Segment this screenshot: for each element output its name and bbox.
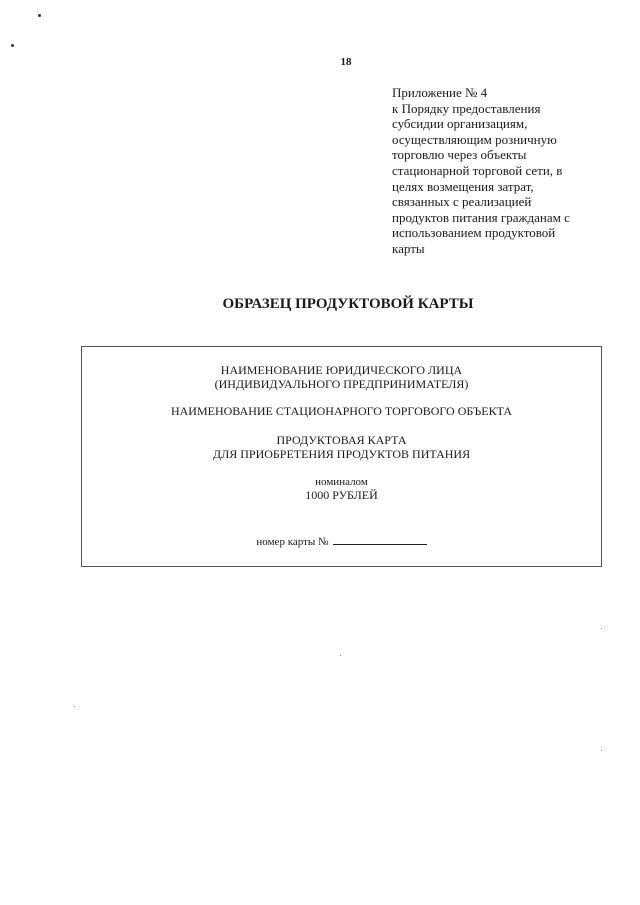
denomination-value: 1000 РУБЛЕЙ [305,488,378,502]
appendix-line: осуществляющим розничную [392,131,557,147]
appendix-line: стационарной торговой сети, в [392,162,563,178]
product-card-sample [81,346,602,567]
card-purpose: ДЛЯ ПРИОБРЕТЕНИЯ ПРОДУКТОВ ПИТАНИЯ [212,447,471,461]
appendix-line: Приложение № 4 [392,85,488,100]
page-number: 18 [340,56,352,68]
card-type: ПРОДУКТОВАЯ КАРТА [276,433,407,447]
scan-speck [601,628,602,629]
scan-speck [74,706,75,707]
scan-speck [340,655,341,656]
document-title: ОБРАЗЕЦ ПРОДУКТОВОЙ КАРТЫ [222,296,474,312]
scan-speck [38,14,41,17]
denomination-label: номиналом [315,476,368,488]
card-number-blank [333,533,427,545]
appendix-line: торговлю через объекты [392,147,527,163]
store-name: НАИМЕНОВАНИЕ СТАЦИОНАРНОГО ТОРГОВОГО ОБЪЕКТА [170,404,513,418]
appendix-line: субсидии организациям, [392,116,528,132]
scan-speck [11,44,14,47]
appendix-line: целях возмещения затрат, [392,178,534,194]
appendix-line: к Порядку предоставления [392,100,541,116]
card-number-row [82,533,601,549]
appendix-line: связанных с реализацией [392,194,532,210]
appendix-line: карты [392,240,425,256]
appendix-note [392,85,602,257]
appendix-line: продуктов питания гражданам с [392,209,570,225]
legal-entity-name: НАИМЕНОВАНИЕ ЮРИДИЧЕСКОГО ЛИЦА [220,363,463,377]
card-number-label: номер карты № [256,536,329,548]
legal-entity-subtitle: (ИНДИВИДУАЛЬНОГО ПРЕДПРИНИМАТЕЛЯ) [214,377,469,391]
scan-speck [601,750,602,751]
appendix-line: использованием продуктовой [392,225,556,241]
